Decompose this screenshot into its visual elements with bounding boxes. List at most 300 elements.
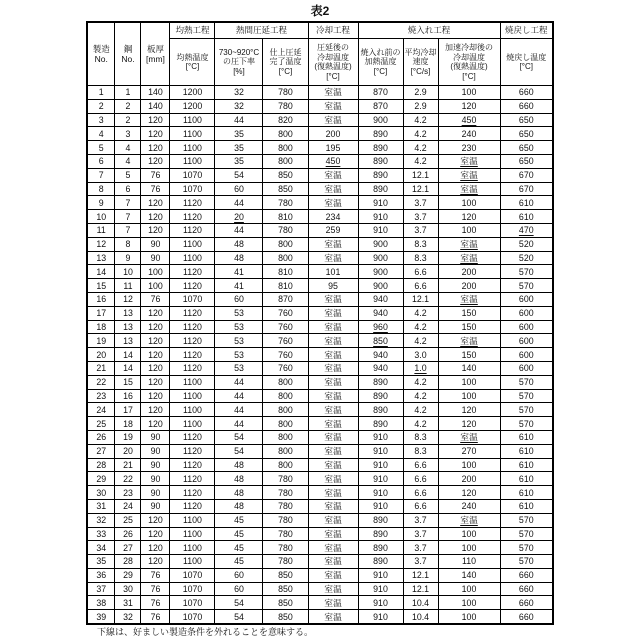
cell-r7-c7: 室温 [308,168,358,182]
header-itaatsu: 板厚 [mm] [141,22,170,86]
cell-r20-c2: 14 [115,348,141,362]
cell-r4-c8: 890 [358,127,403,141]
cell-r38-c5: 54 [215,596,263,610]
cell-r29-c7: 室温 [308,472,358,486]
cell-r12-c11: 520 [500,237,553,251]
cell-r38-c10: 100 [438,596,500,610]
cell-r38-c4: 1070 [170,596,215,610]
cell-r39-c10: 100 [438,610,500,624]
cell-r34-c6: 780 [263,541,308,555]
cell-r31-c6: 780 [263,499,308,513]
table-row-33 [87,527,553,541]
cell-r20-c9: 3.0 [403,348,438,362]
cell-r13-c4: 1100 [170,251,215,265]
cell-r15-c3: 100 [141,279,170,293]
cell-r12-c7: 室温 [308,237,358,251]
cell-r2-c10: 120 [438,99,500,113]
cell-r14-c3: 100 [141,265,170,279]
cell-r1-c4: 1200 [170,86,215,100]
table-row-13 [87,251,553,265]
table-row-3 [87,113,553,127]
cell-r25-c11: 570 [500,417,553,431]
table-row-16 [87,292,553,306]
cell-r21-c10: 140 [438,361,500,375]
cell-r9-c1: 9 [87,196,115,210]
cell-r13-c5: 48 [215,251,263,265]
cell-r33-c3: 120 [141,527,170,541]
cell-r7-c4: 1070 [170,168,215,182]
cell-r10-c11: 610 [500,210,553,224]
cell-r33-c7: 室温 [308,527,358,541]
table-row-6 [87,154,553,168]
table-row-19 [87,334,553,348]
cell-r36-c10: 140 [438,568,500,582]
cell-r6-c7: 450 [308,154,358,168]
cell-r35-c5: 45 [215,555,263,569]
cell-r29-c3: 90 [141,472,170,486]
cell-r37-c4: 1070 [170,582,215,596]
cell-r10-c10: 120 [438,210,500,224]
cell-r13-c9: 8.3 [403,251,438,265]
cell-r32-c8: 890 [358,513,403,527]
table-row-37 [87,582,553,596]
cell-r23-c6: 800 [263,389,308,403]
cell-r5-c8: 890 [358,141,403,155]
cell-r34-c9: 3.7 [403,541,438,555]
cell-r28-c8: 910 [358,458,403,472]
table-row-26 [87,430,553,444]
cell-r12-c3: 90 [141,237,170,251]
cell-r5-c10: 230 [438,141,500,155]
cell-r25-c6: 800 [263,417,308,431]
cell-r7-c3: 76 [141,168,170,182]
cell-r35-c1: 35 [87,555,115,569]
cell-r32-c4: 1100 [170,513,215,527]
cell-r34-c5: 45 [215,541,263,555]
cell-r10-c2: 7 [115,210,141,224]
cell-r5-c1: 5 [87,141,115,155]
cell-r11-c10: 100 [438,223,500,237]
table-header [87,22,553,86]
cell-r8-c10: 室温 [438,182,500,196]
header-group-2: 冷却工程 [308,22,358,39]
cell-r37-c5: 60 [215,582,263,596]
cell-r8-c9: 12.1 [403,182,438,196]
cell-r30-c3: 90 [141,486,170,500]
cell-r28-c10: 100 [438,458,500,472]
cell-r1-c8: 870 [358,86,403,100]
cell-r37-c11: 660 [500,582,553,596]
cell-r23-c8: 890 [358,389,403,403]
cell-r34-c4: 1100 [170,541,215,555]
cell-r37-c2: 30 [115,582,141,596]
cell-r21-c4: 1120 [170,361,215,375]
table-row-18 [87,320,553,334]
table-row-36 [87,568,553,582]
cell-r6-c4: 1100 [170,154,215,168]
cell-r29-c8: 910 [358,472,403,486]
cell-r22-c8: 890 [358,375,403,389]
cell-r16-c4: 1070 [170,292,215,306]
cell-r38-c7: 室温 [308,596,358,610]
cell-r13-c1: 13 [87,251,115,265]
cell-r20-c5: 53 [215,348,263,362]
cell-r30-c5: 48 [215,486,263,500]
cell-r22-c4: 1100 [170,375,215,389]
cell-r33-c8: 890 [358,527,403,541]
cell-r12-c9: 8.3 [403,237,438,251]
cell-r10-c1: 10 [87,210,115,224]
cell-r5-c4: 1100 [170,141,215,155]
cell-r5-c9: 4.2 [403,141,438,155]
cell-r11-c3: 120 [141,223,170,237]
cell-r23-c5: 44 [215,389,263,403]
table-row-4 [87,127,553,141]
cell-r15-c4: 1120 [170,279,215,293]
cell-r10-c5: 20 [215,210,263,224]
cell-r26-c11: 610 [500,430,553,444]
cell-r35-c6: 780 [263,555,308,569]
cell-r36-c1: 36 [87,568,115,582]
cell-r24-c1: 24 [87,403,115,417]
cell-r37-c8: 910 [358,582,403,596]
cell-r31-c2: 24 [115,499,141,513]
cell-r38-c2: 31 [115,596,141,610]
cell-r26-c5: 54 [215,430,263,444]
cell-r37-c9: 12.1 [403,582,438,596]
cell-r34-c8: 890 [358,541,403,555]
cell-r38-c3: 76 [141,596,170,610]
cell-r18-c8: 960 [358,320,403,334]
cell-r25-c4: 1100 [170,417,215,431]
cell-r26-c4: 1120 [170,430,215,444]
cell-r17-c8: 940 [358,306,403,320]
table-title: 表2 [310,4,330,18]
cell-r7-c8: 890 [358,168,403,182]
header-seizo-no: 製造 No. [87,22,115,86]
cell-r12-c8: 900 [358,237,403,251]
cell-r32-c5: 45 [215,513,263,527]
cell-r16-c7: 室温 [308,292,358,306]
cell-r39-c9: 10.4 [403,610,438,624]
cell-r16-c8: 940 [358,292,403,306]
cell-r9-c4: 1120 [170,196,215,210]
cell-r11-c11: 470 [500,223,553,237]
cell-r8-c5: 60 [215,182,263,196]
cell-r6-c6: 800 [263,154,308,168]
cell-r7-c5: 54 [215,168,263,182]
cell-r18-c9: 4.2 [403,320,438,334]
cell-r2-c9: 2.9 [403,99,438,113]
cell-r21-c11: 600 [500,361,553,375]
cell-r31-c9: 6.6 [403,499,438,513]
cell-r3-c2: 2 [115,113,141,127]
cell-r17-c11: 600 [500,306,553,320]
cell-r21-c5: 53 [215,361,263,375]
cell-r24-c3: 120 [141,403,170,417]
cell-r4-c7: 200 [308,127,358,141]
cell-r18-c1: 18 [87,320,115,334]
table-row-22 [87,375,553,389]
cell-r4-c1: 4 [87,127,115,141]
cell-r39-c1: 39 [87,610,115,624]
cell-r29-c1: 29 [87,472,115,486]
cell-r23-c9: 4.2 [403,389,438,403]
cell-r4-c6: 800 [263,127,308,141]
cell-r26-c6: 800 [263,430,308,444]
cell-r8-c11: 670 [500,182,553,196]
cell-r11-c8: 910 [358,223,403,237]
cell-r13-c2: 9 [115,251,141,265]
table-row-32 [87,513,553,527]
cell-r4-c5: 35 [215,127,263,141]
cell-r21-c8: 940 [358,361,403,375]
cell-r31-c8: 910 [358,499,403,513]
header-sub-3-1: 平均冷却 速度 [°C/s] [403,39,438,86]
cell-r18-c6: 760 [263,320,308,334]
cell-r17-c10: 150 [438,306,500,320]
cell-r26-c8: 910 [358,430,403,444]
cell-r10-c7: 234 [308,210,358,224]
cell-r25-c10: 120 [438,417,500,431]
cell-r23-c1: 23 [87,389,115,403]
cell-r24-c8: 890 [358,403,403,417]
cell-r6-c9: 4.2 [403,154,438,168]
cell-r1-c10: 100 [438,86,500,100]
cell-r15-c8: 900 [358,279,403,293]
cell-r38-c1: 38 [87,596,115,610]
cell-r4-c4: 1100 [170,127,215,141]
cell-r3-c3: 120 [141,113,170,127]
cell-r27-c8: 910 [358,444,403,458]
cell-r31-c10: 240 [438,499,500,513]
cell-r16-c11: 600 [500,292,553,306]
cell-r5-c6: 800 [263,141,308,155]
cell-r9-c10: 100 [438,196,500,210]
cell-r20-c10: 150 [438,348,500,362]
cell-r33-c11: 570 [500,527,553,541]
header-group-0: 均熱工程 [170,22,215,39]
cell-r2-c2: 2 [115,99,141,113]
cell-r31-c11: 610 [500,499,553,513]
cell-r39-c5: 54 [215,610,263,624]
cell-r11-c1: 11 [87,223,115,237]
cell-r14-c9: 6.6 [403,265,438,279]
table-row-29 [87,472,553,486]
cell-r20-c1: 20 [87,348,115,362]
cell-r13-c8: 900 [358,251,403,265]
cell-r22-c1: 22 [87,375,115,389]
cell-r31-c1: 31 [87,499,115,513]
cell-r36-c9: 12.1 [403,568,438,582]
cell-r11-c2: 7 [115,223,141,237]
cell-r35-c3: 120 [141,555,170,569]
cell-r30-c9: 6.6 [403,486,438,500]
cell-r27-c2: 20 [115,444,141,458]
cell-r30-c2: 23 [115,486,141,500]
cell-r4-c3: 120 [141,127,170,141]
cell-r24-c4: 1100 [170,403,215,417]
cell-r24-c6: 800 [263,403,308,417]
table-row-34 [87,541,553,555]
cell-r36-c11: 660 [500,568,553,582]
cell-r17-c9: 4.2 [403,306,438,320]
cell-r25-c7: 室温 [308,417,358,431]
cell-r37-c3: 76 [141,582,170,596]
cell-r7-c2: 5 [115,168,141,182]
cell-r27-c1: 27 [87,444,115,458]
cell-r30-c4: 1120 [170,486,215,500]
cell-r2-c4: 1200 [170,99,215,113]
header-group-1: 熱間圧延工程 [215,22,308,39]
cell-r28-c9: 6.6 [403,458,438,472]
cell-r14-c10: 200 [438,265,500,279]
table-row-35 [87,555,553,569]
cell-r19-c2: 13 [115,334,141,348]
cell-r26-c2: 19 [115,430,141,444]
cell-r36-c4: 1070 [170,568,215,582]
cell-r13-c3: 90 [141,251,170,265]
cell-r24-c2: 17 [115,403,141,417]
cell-r39-c3: 76 [141,610,170,624]
cell-r39-c2: 32 [115,610,141,624]
table-row-25 [87,417,553,431]
cell-r33-c6: 780 [263,527,308,541]
cell-r17-c5: 53 [215,306,263,320]
table-row-23 [87,389,553,403]
cell-r11-c6: 780 [263,223,308,237]
cell-r28-c6: 800 [263,458,308,472]
cell-r25-c9: 4.2 [403,417,438,431]
header-kou-no: 鋼 No. [115,22,141,86]
cell-r1-c1: 1 [87,86,115,100]
cell-r33-c4: 1100 [170,527,215,541]
cell-r11-c7: 259 [308,223,358,237]
cell-r36-c3: 76 [141,568,170,582]
table-row-5 [87,141,553,155]
cell-r22-c9: 4.2 [403,375,438,389]
cell-r12-c6: 800 [263,237,308,251]
cell-r35-c9: 3.7 [403,555,438,569]
cell-r20-c8: 940 [358,348,403,362]
cell-r37-c1: 37 [87,582,115,596]
header-sub-4-0: 焼戻し温度 [°C] [500,39,553,86]
cell-r30-c6: 780 [263,486,308,500]
cell-r24-c7: 室温 [308,403,358,417]
table-row-1 [87,86,553,100]
cell-r36-c7: 室温 [308,568,358,582]
cell-r20-c11: 600 [500,348,553,362]
cell-r32-c10: 室温 [438,513,500,527]
cell-r7-c1: 7 [87,168,115,182]
cell-r9-c8: 910 [358,196,403,210]
cell-r23-c4: 1100 [170,389,215,403]
cell-r22-c10: 100 [438,375,500,389]
cell-r19-c10: 室温 [438,334,500,348]
cell-r32-c9: 3.7 [403,513,438,527]
cell-r21-c7: 室温 [308,361,358,375]
cell-r5-c3: 120 [141,141,170,155]
cell-r3-c5: 44 [215,113,263,127]
cell-r9-c7: 室温 [308,196,358,210]
cell-r2-c6: 780 [263,99,308,113]
cell-r18-c3: 120 [141,320,170,334]
cell-r17-c7: 室温 [308,306,358,320]
table-row-11 [87,223,553,237]
cell-r35-c10: 110 [438,555,500,569]
cell-r2-c1: 2 [87,99,115,113]
cell-r19-c9: 4.2 [403,334,438,348]
cell-r26-c10: 室温 [438,430,500,444]
cell-r22-c5: 44 [215,375,263,389]
cell-r17-c1: 17 [87,306,115,320]
cell-r22-c7: 室温 [308,375,358,389]
cell-r1-c5: 32 [215,86,263,100]
cell-r35-c8: 890 [358,555,403,569]
header-sub-3-2: 加速冷却後の 冷却温度 (復熱温度) [°C] [438,39,500,86]
cell-r34-c11: 570 [500,541,553,555]
cell-r39-c8: 910 [358,610,403,624]
cell-r14-c8: 900 [358,265,403,279]
cell-r24-c11: 570 [500,403,553,417]
cell-r22-c3: 120 [141,375,170,389]
cell-r15-c10: 200 [438,279,500,293]
cell-r20-c6: 760 [263,348,308,362]
table-row-30 [87,486,553,500]
cell-r3-c8: 900 [358,113,403,127]
cell-r33-c9: 3.7 [403,527,438,541]
cell-r17-c3: 120 [141,306,170,320]
cell-r8-c4: 1070 [170,182,215,196]
table-row-9 [87,196,553,210]
cell-r7-c9: 12.1 [403,168,438,182]
cell-r6-c11: 650 [500,154,553,168]
cell-r36-c5: 60 [215,568,263,582]
cell-r14-c4: 1120 [170,265,215,279]
cell-r17-c2: 13 [115,306,141,320]
cell-r5-c5: 35 [215,141,263,155]
cell-r30-c1: 30 [87,486,115,500]
cell-r26-c7: 室温 [308,430,358,444]
cell-r28-c7: 室温 [308,458,358,472]
cell-r5-c11: 650 [500,141,553,155]
cell-r4-c9: 4.2 [403,127,438,141]
cell-r26-c3: 90 [141,430,170,444]
cell-r16-c1: 16 [87,292,115,306]
cell-r13-c10: 室温 [438,251,500,265]
cell-r1-c11: 660 [500,86,553,100]
cell-r28-c1: 28 [87,458,115,472]
cell-r27-c5: 54 [215,444,263,458]
cell-r9-c11: 610 [500,196,553,210]
cell-r10-c6: 810 [263,210,308,224]
cell-r19-c1: 19 [87,334,115,348]
cell-r37-c10: 100 [438,582,500,596]
cell-r31-c5: 48 [215,499,263,513]
cell-r25-c8: 890 [358,417,403,431]
cell-r8-c3: 76 [141,182,170,196]
cell-r8-c7: 室温 [308,182,358,196]
cell-r21-c6: 760 [263,361,308,375]
cell-r9-c5: 44 [215,196,263,210]
cell-r5-c2: 4 [115,141,141,155]
cell-r29-c6: 780 [263,472,308,486]
cell-r35-c4: 1100 [170,555,215,569]
table-row-14 [87,265,553,279]
cell-r16-c5: 60 [215,292,263,306]
cell-r18-c5: 53 [215,320,263,334]
cell-r19-c11: 600 [500,334,553,348]
